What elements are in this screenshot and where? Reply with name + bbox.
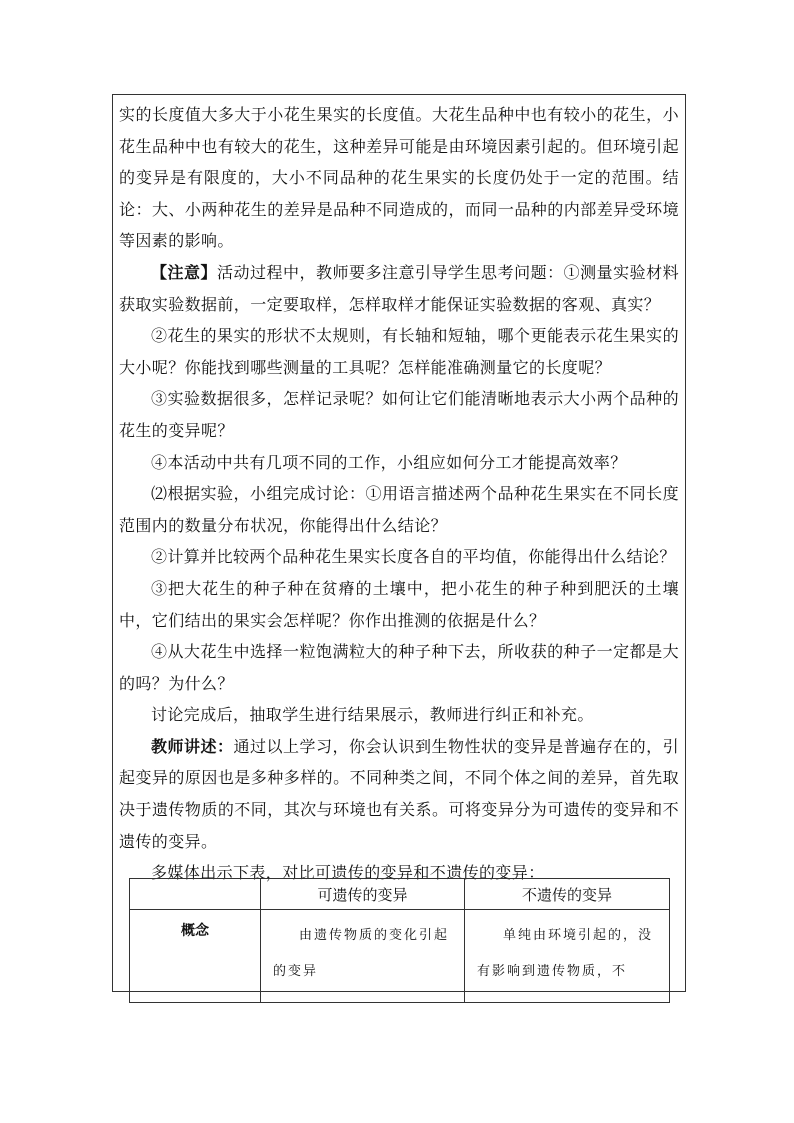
paragraph-4 — [119, 383, 679, 446]
note-label: 【注意】 — [151, 262, 218, 282]
table-header-row — [130, 879, 670, 910]
paragraph-8-text: ③把大花生的种子种在贫瘠的土壤中，把小花生的种子种到肥沃的土壤中，它们结出的果实会怎样呢？你作出推测的依据是什么？ — [119, 578, 679, 630]
paragraph-4-text: ③实验数据很多，怎样记录呢？如何让它们能清晰地表示大小两个品种的花生的变异呢？ — [119, 389, 679, 440]
page-frame — [112, 94, 686, 992]
paragraph-9 — [119, 636, 679, 699]
comparison-table — [129, 878, 670, 1003]
paragraph-6 — [119, 478, 679, 541]
cell-heritable-concept: 由遗传物质的变化引起的变异 — [261, 910, 465, 1003]
teacher-label: 教师讲述： — [151, 736, 234, 756]
paragraph-5-text: ④本活动中共有几项不同的工作，小组应如何分工才能提高效率？ — [151, 452, 627, 472]
paragraph-10 — [119, 699, 679, 731]
paragraph-8 — [119, 573, 679, 636]
paragraph-10-text: 讨论完成后，抽取学生进行结果展示，教师进行纠正和补充。 — [151, 705, 594, 725]
paragraph-1-text: 实的长度值大多大于小花生果实的长度值。大花生品种中也有较小的花生，小花生品种中也有较大的花生，这种差异可能是由环境因素引起的。但环境引起的变异是有限度的，大小不同品种的花生果实的长度仍处于一定的范围。结论：大、小两种花生的差异是品种不同造成的，而同一品种的内部差异受环境等因素的影响。 — [119, 105, 679, 251]
paragraph-5 — [119, 447, 679, 479]
paragraph-11 — [119, 731, 679, 857]
paragraph-7-text: ②计算并比较两个品种花生果实长度各自的平均值，你能得出什么结论？ — [151, 547, 676, 567]
table-header-empty — [130, 879, 261, 910]
paragraph-2-text: 活动过程中，教师要多注意引导学生思考问题：①测量实验材料获取实验数据前，一定要取样，怎样取样才能保证实验数据的客观、真实？ — [119, 262, 679, 314]
paragraph-12-text: 多媒体出示下表，对比可遗传的变异和不遗传的变异： — [151, 863, 545, 883]
paragraph-11-text: 通过以上学习，你会认识到生物性状的变异是普遍存在的，引起变异的原因也是多种多样的。不同种类之间，不同个体之间的差异，首先取决于遗传物质的不同，其次与环境也有关系。可将变异分为可遗传的变异和不遗传的变异。 — [119, 736, 679, 851]
paragraph-3-text: ②花生的果实的形状不太规则，有长轴和短轴，哪个更能表示花生果实的大小呢？你能找到哪些测量的工具呢？怎样能准确测量它的长度呢？ — [119, 326, 679, 377]
paragraph-1 — [119, 99, 679, 257]
row-label-concept: 概念 — [130, 910, 261, 1003]
paragraph-9-text: ④从大花生中选择一粒饱满粒大的种子种下去，所收获的种子一定都是大的吗？为什么？ — [119, 642, 679, 693]
document-body — [119, 99, 679, 889]
table-row — [130, 910, 670, 1003]
paragraph-2 — [119, 257, 679, 320]
cell-non-heritable-concept: 单纯由环境引起的，没有影响到遗传物质，不 — [465, 910, 670, 1003]
paragraph-3 — [119, 320, 679, 383]
table-header-heritable: 可遗传的变异 — [261, 879, 465, 910]
paragraph-7 — [119, 541, 679, 573]
table-header-non-heritable: 不遗传的变异 — [465, 879, 670, 910]
paragraph-6-text: ⑵根据实验，小组完成讨论：①用语言描述两个品种花生果实在不同长度范围内的数量分布状况，你能得出什么结论？ — [119, 484, 679, 535]
